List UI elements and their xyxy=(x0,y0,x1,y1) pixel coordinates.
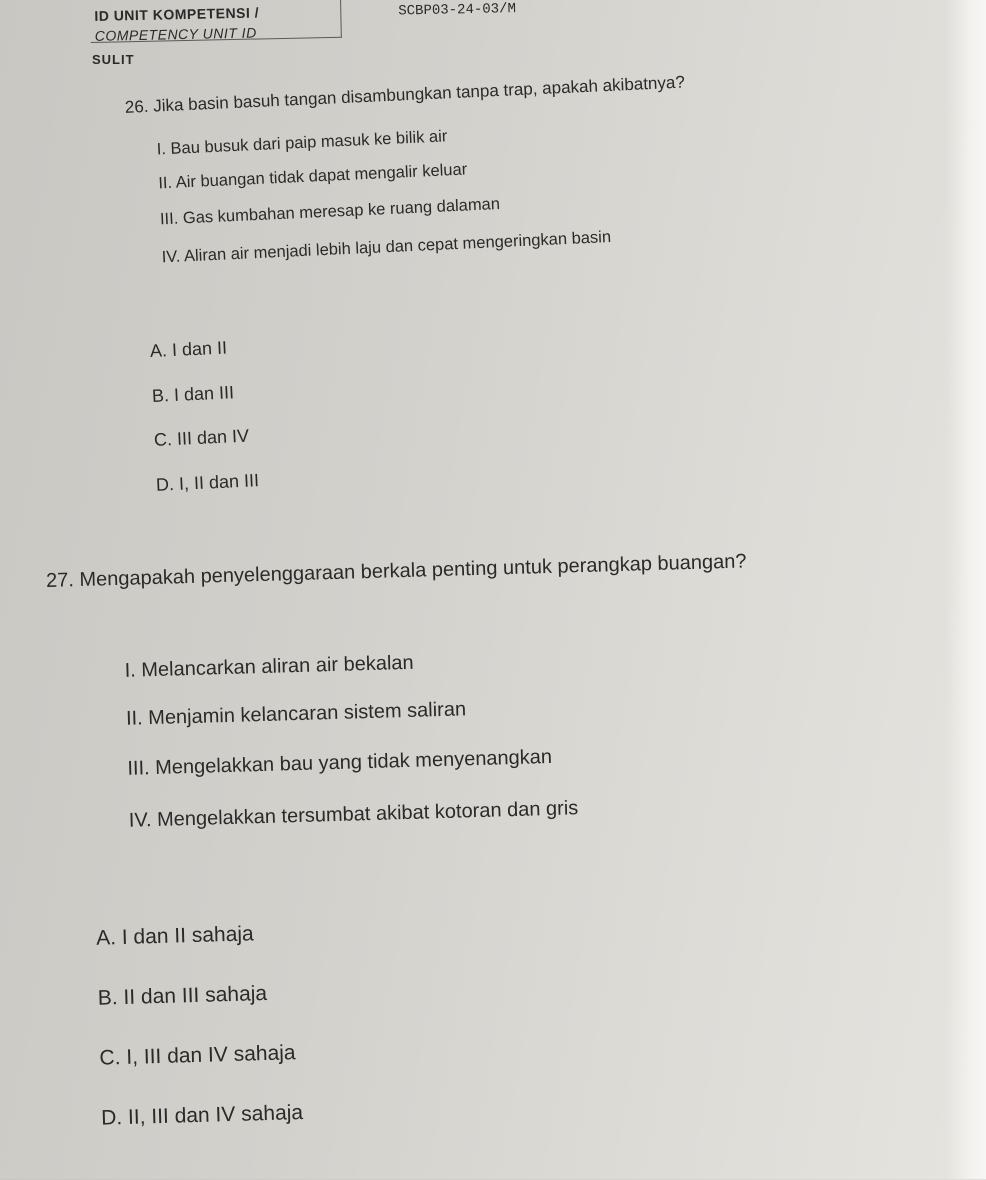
answer-option[interactable]: C. III dan IV xyxy=(153,425,250,450)
statement-item: III. Gas kumbahan meresap ke ruang dalaman xyxy=(159,194,501,229)
question-text: 26. Jika basin basuh tangan disambungkan tanpa trap, apakah akibatnya? xyxy=(124,72,686,117)
question-26 xyxy=(120,0,843,519)
classification-label: SULIT xyxy=(92,52,135,67)
statement-item: IV. Mengelakkan tersumbat akibat kotoran dan gris xyxy=(128,797,579,832)
unit-id-label: ID UNIT KOMPETENSI / xyxy=(94,4,260,24)
answer-option[interactable]: B. I dan III xyxy=(151,382,235,406)
answer-option[interactable]: B. II dan III sahaja xyxy=(97,981,268,1010)
statement-item: I. Melancarkan aliran air bekalan xyxy=(124,651,414,682)
unit-code: SCBP03-24-03/M xyxy=(398,1,517,20)
statement-item: II. Menjamin kelancaran sistem saliran xyxy=(125,698,467,730)
competency-unit-label: COMPETENCY UNIT ID xyxy=(94,24,257,44)
question-27 xyxy=(45,515,963,1180)
answer-option[interactable]: C. I, III dan IV sahaja xyxy=(99,1041,296,1070)
question-text: 27. Mengapakah penyelenggaraan berkala penting untuk perangkap buangan? xyxy=(45,550,747,592)
answer-option[interactable]: D. I, II dan III xyxy=(155,470,260,495)
answer-option[interactable]: D. II, III dan IV sahaja xyxy=(100,1101,304,1130)
statement-item: IV. Aliran air menjadi lebih laju dan cepat mengeringkan basin xyxy=(161,227,612,267)
statement-item: III. Mengelakkan bau yang tidak menyenangkan xyxy=(127,745,553,780)
answer-option[interactable]: A. I dan II sahaja xyxy=(95,922,255,950)
answer-option[interactable]: A. I dan II xyxy=(149,337,228,361)
statement-item: I. Bau busuk dari paip masuk ke bilik air xyxy=(156,127,448,159)
statement-item: II. Air buangan tidak dapat mengalir keluar xyxy=(157,160,468,193)
